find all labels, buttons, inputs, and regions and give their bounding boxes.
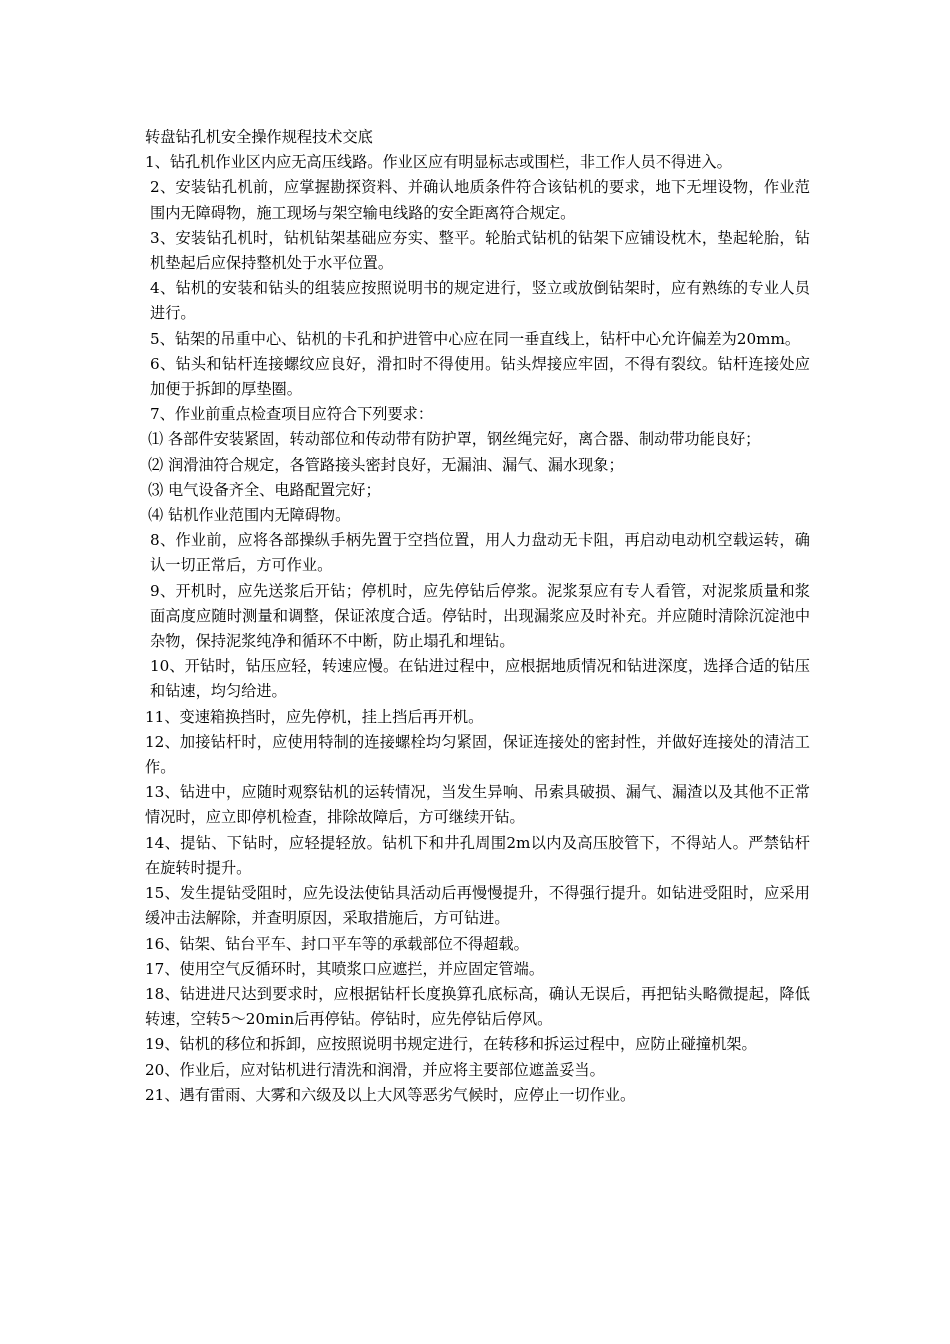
paragraph-7: 7、作业前重点检查项目应符合下列要求：	[150, 405, 434, 424]
paragraph-13: 13、钻进中，应随时观察钻机的运转情况，当发生异响、吊索具破损、漏气、漏渣以及其他不正常情况时，应立即停机检查，排除故障后，方可继续开钻。	[145, 783, 810, 827]
paragraph-3: 3、安装钻孔机时，钻机钻架基础应夯实、整平。轮胎式钻机的钻架下应铺设枕木，垫起轮胎，钻机垫起后应保持整机处于水平位置。	[150, 228, 810, 273]
paragraph-19: 19、钻机的移位和拆卸，应按照说明书规定进行，在转移和拆运过程中，应防止碰撞机架。	[145, 1035, 757, 1054]
sub-item-1: ⑴ 各部件安装紧固，转动部位和传动带有防护罩，钢丝绳完好，离合器、制动带功能良好；	[148, 430, 761, 449]
paragraph-9: 9、开机时，应先送浆后开钻；停机时，应先停钻后停浆。泥浆泵应有专人看管，对泥浆质量和浆面高度应随时测量和调整，保证浓度合适。停钻时，出现漏浆应及时补充。并应随时清除沉淀池中杂物，保持泥浆纯净和循环不中断，防止塌孔和埋钻。	[150, 581, 810, 651]
paragraph-6: 6、钻头和钻杆连接螺纹应良好，滑扣时不得使用。钻头焊接应牢固，不得有裂纹。钻杆连接处应加便于拆卸的厚垫圈。	[150, 354, 810, 399]
paragraph-16: 16、钻架、钻台平车、封口平车等的承载部位不得超载。	[145, 934, 529, 953]
paragraph-21: 21、遇有雷雨、大雾和六级及以上大风等恶劣气候时，应停止一切作业。	[145, 1085, 636, 1104]
paragraph-14: 14、提钻、下钻时，应轻提轻放。钻机下和井孔周围2m以内及高压胶管下，不得站人。严禁钻杆在旋转时提升。	[145, 833, 810, 877]
document-body	[145, 125, 810, 1108]
paragraph-10: 10、开钻时，钻压应轻，转速应慢。在钻进过程中，应根据地质情况和钻进深度，选择合适的钻压和钻速，均匀给进。	[150, 657, 810, 701]
paragraph-5: 5、钻架的吊重中心、钻机的卡孔和护进管中心应在同一垂直线上，钻杆中心允许偏差为20mm。	[150, 329, 801, 348]
paragraph-4: 4、钻机的安装和钻头的组装应按照说明书的规定进行，竖立或放倒钻架时，应有熟练的专业人员进行。	[150, 279, 810, 323]
paragraph-1: 1、钻孔机作业区内应无高压线路。作业区应有明显标志或围栏，非工作人员不得进入。	[145, 153, 732, 172]
document-title: 转盘钻孔机安全操作规程技术交底	[145, 128, 373, 146]
paragraph-8: 8、作业前，应将各部操纵手柄先置于空挡位置，用人力盘动无卡阻，再启动电动机空载运转，确认一切正常后，方可作业。	[150, 531, 810, 575]
paragraph-18: 18、钻进进尺达到要求时，应根据钻杆长度换算孔底标高，确认无误后，再把钻头略微提起，降低转速，空转5～20min后再停钻。停钻时，应先停钻后停风。	[145, 984, 810, 1029]
sub-item-4: ⑷ 钻机作业范围内无障碍物。	[148, 506, 351, 525]
paragraph-15: 15、发生提钻受阻时，应先设法使钻具活动后再慢慢提升，不得强行提升。如钻进受阻时，应采用缓冲击法解除，并查明原因，采取措施后，方可钻进。	[145, 884, 810, 928]
paragraph-20: 20、作业后，应对钻机进行清洗和润滑，并应将主要部位遮盖妥当。	[145, 1060, 605, 1079]
sub-item-3: ⑶ 电气设备齐全、电路配置完好；	[148, 480, 381, 499]
paragraph-2: 2、安装钻孔机前，应掌握勘探资料、并确认地质条件符合该钻机的要求，地下无埋设物，作业范围内无障碍物，施工现场与架空输电线路的安全距离符合规定。	[150, 178, 810, 222]
paragraph-11: 11、变速箱换挡时，应先停机，挂上挡后再开机。	[145, 707, 484, 726]
sub-item-2: ⑵ 润滑油符合规定，各管路接头密封良好，无漏油、漏气、漏水现象；	[148, 455, 624, 474]
paragraph-12: 12、加接钻杆时，应使用特制的连接螺栓均匀紧固，保证连接处的密封性，并做好连接处的清洁工作。	[145, 732, 810, 777]
paragraph-17: 17、使用空气反循环时，其喷浆口应遮拦，并应固定管端。	[145, 959, 545, 978]
